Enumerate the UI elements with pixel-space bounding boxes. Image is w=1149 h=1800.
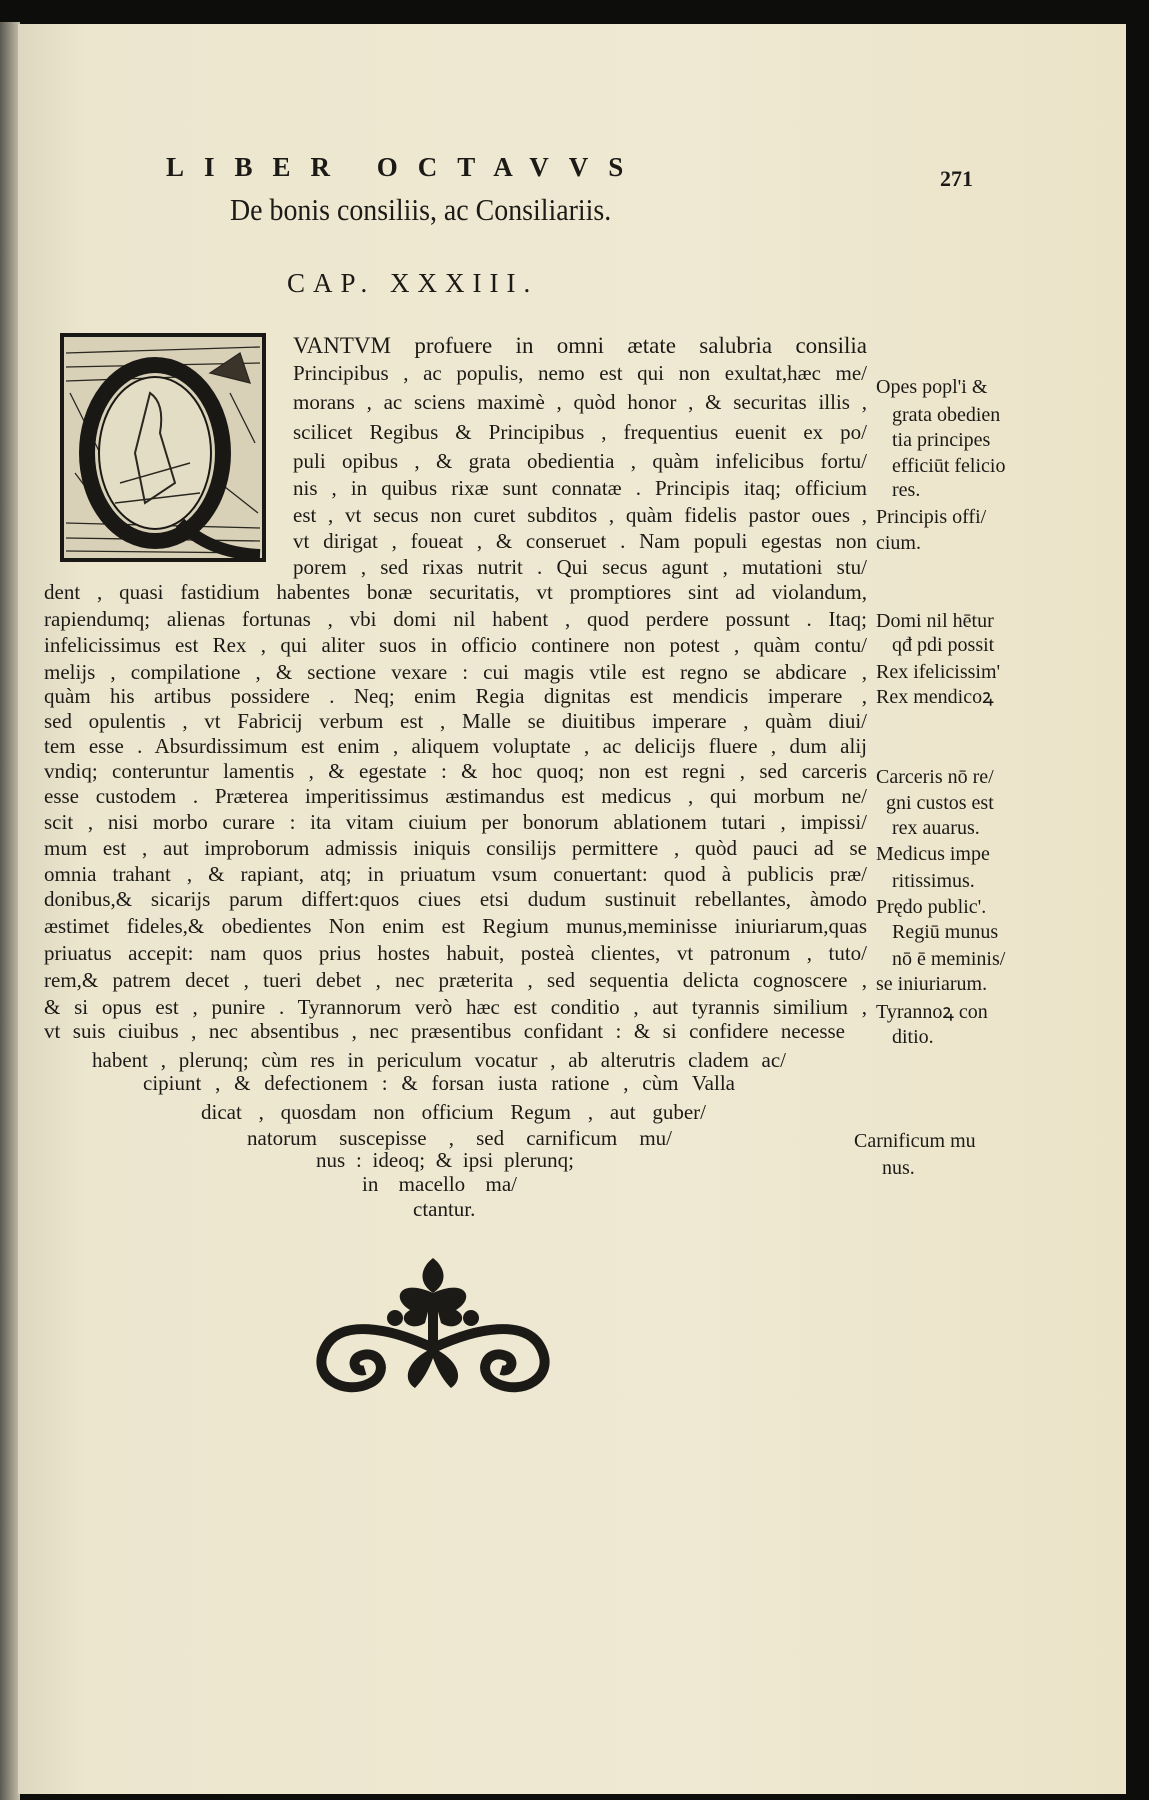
chapter-title: De bonis consiliis, ac Consiliariis. (230, 192, 612, 227)
body-line: scit , nisi morbo curare : ita vitam ciuium per bonorum ablationem tutari , impissi/ (44, 810, 867, 834)
adjacent-page-edge (0, 22, 20, 1800)
body-line: priuatus accepit: nam quos prius hostes habuit, posteà clientes, vt patronum , tuto/ (44, 941, 867, 965)
body-line: vt dirigat , foueat , & conseruet . Nam populi egestas non (293, 529, 867, 553)
body-line: donibus,& sicarijs parum differt:quos ciues etsi dudum sustinuit rebellantes, àmodo (44, 887, 867, 911)
page-number: 271 (940, 166, 973, 191)
body-line: ctantur. (413, 1197, 476, 1221)
margin-note-line: Domi nil hētur (876, 610, 994, 632)
body-line: nus : ideoq; & ipsi plerunq; (316, 1148, 574, 1172)
body-line: vt suis ciuibus , nec absentibus , nec præsentibus confidant : & si confidere necesse (44, 1019, 845, 1043)
margin-note-line: ditio. (892, 1026, 934, 1048)
margin-note-line: Rex ifelicissim' (876, 661, 1001, 683)
body-line: mum est , aut improborum admissis iniquis consilijs permittere , quòd pauci ad se (44, 836, 867, 860)
body-line: tem esse . Absurdissimum est enim , aliquem voluptate , ac delicijs fluere , dum alij (44, 734, 867, 758)
body-line: vndiq; conteruntur lamentis , & egestate : & hoc quoq; non est regni , sed carceris (44, 759, 867, 783)
margin-note-line: Opes popl'i & (876, 376, 988, 398)
margin-note-line: se iniuriarum. (876, 973, 988, 995)
body-line: habent , plerunq; cùm res in periculum vocatur , ab alterutris cladem ac/ (92, 1048, 786, 1072)
margin-note-line: Carceris nō re/ (876, 766, 994, 788)
body-line: nis , in quibus rixæ sunt connatæ . Principis itaq; officium (293, 476, 867, 500)
body-line: puli opibus , & grata obedientia , quàm infelicibus fortu/ (293, 449, 867, 473)
body-line: melijs , compilatione , & sectione vexare : cui magis vtile est regno se abdicare , (44, 660, 867, 684)
body-line: scilicet Regibus & Principibus , frequentius euenit ex po/ (293, 420, 867, 444)
body-line: dicat , quosdam non officium Regum , aut guber/ (201, 1100, 706, 1124)
body-line: Principibus , ac populis, nemo est qui non exultat,hæc me/ (293, 361, 867, 385)
body-line: sed opulentis , vt Fabricij verbum est , Malle se diuitibus imperare , quàm diui/ (44, 709, 867, 733)
body-line: æstimet fideles,& obedientes Non enim est Regium munus,meminisse iniuriarum,quas (44, 914, 867, 938)
margin-note-line: Tyrannoꝝ con (876, 1001, 988, 1023)
margin-note-line: rex auarus. (892, 817, 980, 839)
margin-note-line: efficiūt felicio (892, 455, 1006, 477)
body-line: VANTVM profuere in omni ætate salubria consilia (293, 333, 867, 358)
body-line: morans , ac sciens maximè , quòd honor , & securitas illis , (293, 390, 867, 414)
margin-note-line: Carnificum mu (854, 1130, 976, 1152)
chapter-number: CAP. XXXIII. (287, 268, 539, 298)
margin-note-line: Regiū munus (892, 921, 999, 943)
margin-note-line: cium. (876, 532, 921, 554)
margin-note-line: qđ pdi possit (892, 634, 995, 656)
body-line: omnia trahant , & rapiant, atq; in priuatum vsum conuertant: quod à publicis præ/ (44, 862, 867, 886)
body-line: est , vt secus non curet subditos , quàm fidelis pastor oues , (293, 503, 867, 527)
running-head: LIBER OCTAVVS (166, 152, 644, 182)
margin-note-line: Rex mendicoꝝ (876, 686, 994, 708)
body-line: esse custodem . Præterea imperitissimus æstimandus est medicus , qui morbum ne/ (44, 784, 867, 808)
body-line: porem , sed rixas nutrit . Qui secus agunt , mutationi stu/ (293, 555, 867, 579)
margin-note-line: nō ē meminis/ (892, 948, 1006, 970)
margin-note-line: Prędo public'. (876, 896, 987, 918)
body-line: dent , quasi fastidium habentes bonæ securitatis, vt promptiores sint ad violandum, (44, 580, 867, 604)
margin-note-line: Medicus impe (876, 843, 990, 865)
body-line: infelicissimus est Rex , qui aliter suos in officio continere non potest , quàm contu/ (44, 633, 867, 657)
woodcut-drop-cap-q (60, 333, 266, 562)
margin-note-line: res. (892, 479, 921, 501)
margin-note-line: Principis offi/ (876, 506, 987, 528)
margin-note-line: ritissimus. (892, 870, 975, 892)
body-line: rapiendumq; alienas fortunas , vbi domi nil habent , quod perdere possunt . Itaq; (44, 607, 867, 631)
body-line: cipiunt , & defectionem : & forsan iusta ratione , cùm Valla (143, 1071, 735, 1095)
body-line: natorum suscepisse , sed carnificum mu/ (247, 1126, 672, 1150)
body-line: in macello ma/ (362, 1172, 517, 1196)
ornament-fleuron (300, 1248, 566, 1398)
margin-note-line: grata obedien (892, 404, 1001, 426)
margin-note-line: gni custos est (886, 792, 994, 814)
body-line: & si opus est , punire . Tyrannorum verò hæc est conditio , aut tyrannis similium , (44, 995, 867, 1019)
margin-note-line: tia principes (892, 429, 991, 451)
margin-note-line: nus. (882, 1157, 915, 1179)
body-line: rem,& patrem decet , tueri debet , nec præterita , sed sequentia delicta cognoscere , (44, 968, 867, 992)
body-line: quàm his artibus possidere . Neq; enim Regia dignitas est mendicis imperare , (44, 684, 867, 708)
